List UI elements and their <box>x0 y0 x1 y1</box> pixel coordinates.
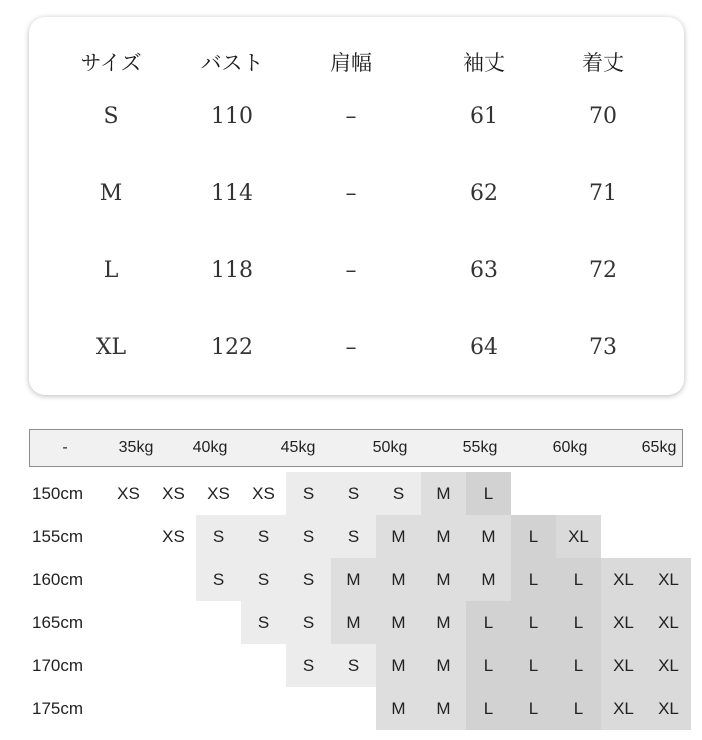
size-chart-header-cell: 着丈 <box>582 51 624 75</box>
fit-grid-weight-label: 40kg <box>192 439 228 456</box>
fit-grid-size-cell: XL <box>601 644 646 687</box>
fit-grid-size-cell: M <box>466 515 511 558</box>
fit-grid-size-cell: M <box>421 515 466 558</box>
size-chart-cell: 63 <box>470 258 498 283</box>
fit-grid-corner-label: - <box>62 439 68 456</box>
fit-grid-height-label: 160cm <box>32 570 84 589</box>
fit-grid-weight-header <box>29 429 683 467</box>
size-chart-row <box>29 174 684 214</box>
size-chart-cell: – <box>345 258 357 283</box>
fit-grid-size-cell: M <box>421 644 466 687</box>
fit-grid-size-cell: S <box>241 601 286 644</box>
size-chart-header-cell: サイズ <box>80 51 142 75</box>
fit-grid-size-cell: XL <box>601 601 646 644</box>
fit-grid-weight-label: 45kg <box>280 439 316 456</box>
size-chart-row <box>29 328 684 368</box>
fit-grid-size-cell: XL <box>556 515 601 558</box>
fit-grid-size-cell: XS <box>106 472 151 515</box>
fit-grid-size-cell: XL <box>646 644 691 687</box>
fit-grid-size-cell: S <box>286 601 331 644</box>
fit-grid-size-cell: M <box>421 687 466 730</box>
size-chart-cell: 71 <box>589 181 617 206</box>
size-chart-cell: L <box>103 258 119 283</box>
size-chart-row <box>29 251 684 291</box>
fit-grid-size-cell: M <box>421 601 466 644</box>
fit-grid-size-cell: L <box>466 687 511 730</box>
size-chart-cell: 122 <box>211 335 253 360</box>
size-chart-cell: 72 <box>589 258 617 283</box>
fit-grid-size-cell: XS <box>151 515 196 558</box>
fit-grid-size-cell: XL <box>646 601 691 644</box>
fit-grid-size-cell: S <box>331 515 376 558</box>
size-chart-cell: 118 <box>211 258 253 283</box>
size-chart-header-row <box>29 43 684 83</box>
size-chart-cell: 70 <box>589 104 617 129</box>
fit-grid-weight-label: 55kg <box>462 439 498 456</box>
size-chart-header-cell: 袖丈 <box>463 51 505 75</box>
fit-grid-size-cell: L <box>466 644 511 687</box>
fit-grid <box>29 429 683 734</box>
fit-grid-size-cell: S <box>196 515 241 558</box>
size-chart-cell: S <box>103 104 119 129</box>
size-chart-cell: – <box>345 335 357 360</box>
fit-grid-size-cell: M <box>376 558 421 601</box>
fit-grid-size-cell: L <box>556 644 601 687</box>
size-chart-cell: – <box>345 104 357 129</box>
size-chart-header-cell: バスト <box>200 51 264 75</box>
fit-grid-size-cell: L <box>556 687 601 730</box>
fit-grid-size-cell: M <box>331 558 376 601</box>
fit-grid-size-cell: S <box>196 558 241 601</box>
size-chart-header-cell: 肩幅 <box>330 51 372 75</box>
size-chart-cell: – <box>345 181 357 206</box>
fit-grid-size-cell: XS <box>241 472 286 515</box>
fit-grid-size-cell: S <box>241 558 286 601</box>
fit-grid-size-cell: XL <box>601 558 646 601</box>
size-chart-cell: M <box>99 181 123 206</box>
fit-grid-size-cell: S <box>286 472 331 515</box>
fit-grid-size-cell: XL <box>601 687 646 730</box>
fit-grid-size-cell: M <box>376 687 421 730</box>
fit-grid-size-cell: S <box>286 558 331 601</box>
fit-grid-size-cell: XL <box>646 558 691 601</box>
fit-grid-size-cell: XS <box>196 472 241 515</box>
size-chart-cell: XL <box>95 335 127 360</box>
fit-grid-height-label: 150cm <box>32 484 84 503</box>
fit-grid-size-cell: L <box>511 687 556 730</box>
fit-grid-size-cell: XS <box>151 472 196 515</box>
fit-grid-size-cell: M <box>376 601 421 644</box>
fit-grid-size-cell: S <box>286 644 331 687</box>
fit-grid-size-cell: L <box>556 601 601 644</box>
fit-grid-height-label: 155cm <box>32 527 84 546</box>
size-chart-cell: 114 <box>211 181 253 206</box>
fit-grid-size-cell: S <box>241 515 286 558</box>
fit-grid-size-cell: L <box>511 601 556 644</box>
fit-grid-size-cell: M <box>331 601 376 644</box>
fit-grid-height-label: 175cm <box>32 699 84 718</box>
size-chart-row <box>29 97 684 137</box>
size-chart-cell: 62 <box>470 181 498 206</box>
size-chart-cell: 110 <box>211 104 253 129</box>
fit-grid-size-cell: L <box>511 644 556 687</box>
size-chart-cell: 61 <box>470 104 498 129</box>
fit-grid-size-cell: M <box>376 515 421 558</box>
fit-grid-size-cell: M <box>376 644 421 687</box>
fit-grid-weight-label: 60kg <box>552 439 588 456</box>
fit-grid-height-label: 170cm <box>32 656 84 675</box>
fit-grid-size-cell: M <box>421 472 466 515</box>
fit-grid-size-cell: M <box>421 558 466 601</box>
fit-grid-size-cell: M <box>466 558 511 601</box>
size-chart-card <box>29 17 684 395</box>
fit-grid-weight-label: 65kg <box>641 439 677 456</box>
fit-grid-weight-label: 35kg <box>118 439 154 456</box>
size-chart-cell: 73 <box>589 335 617 360</box>
fit-grid-size-cell: S <box>376 472 421 515</box>
fit-grid-height-label: 165cm <box>32 613 84 632</box>
fit-grid-size-cell: L <box>466 472 511 515</box>
fit-grid-size-cell: S <box>331 472 376 515</box>
fit-grid-size-cell: L <box>466 601 511 644</box>
fit-grid-size-cell: L <box>511 558 556 601</box>
fit-grid-size-cell: S <box>286 515 331 558</box>
fit-grid-size-cell: L <box>511 515 556 558</box>
fit-grid-size-cell: S <box>331 644 376 687</box>
fit-grid-size-cell: L <box>556 558 601 601</box>
fit-grid-size-cell: XL <box>646 687 691 730</box>
size-chart-cell: 64 <box>470 335 498 360</box>
fit-grid-weight-label: 50kg <box>372 439 408 456</box>
